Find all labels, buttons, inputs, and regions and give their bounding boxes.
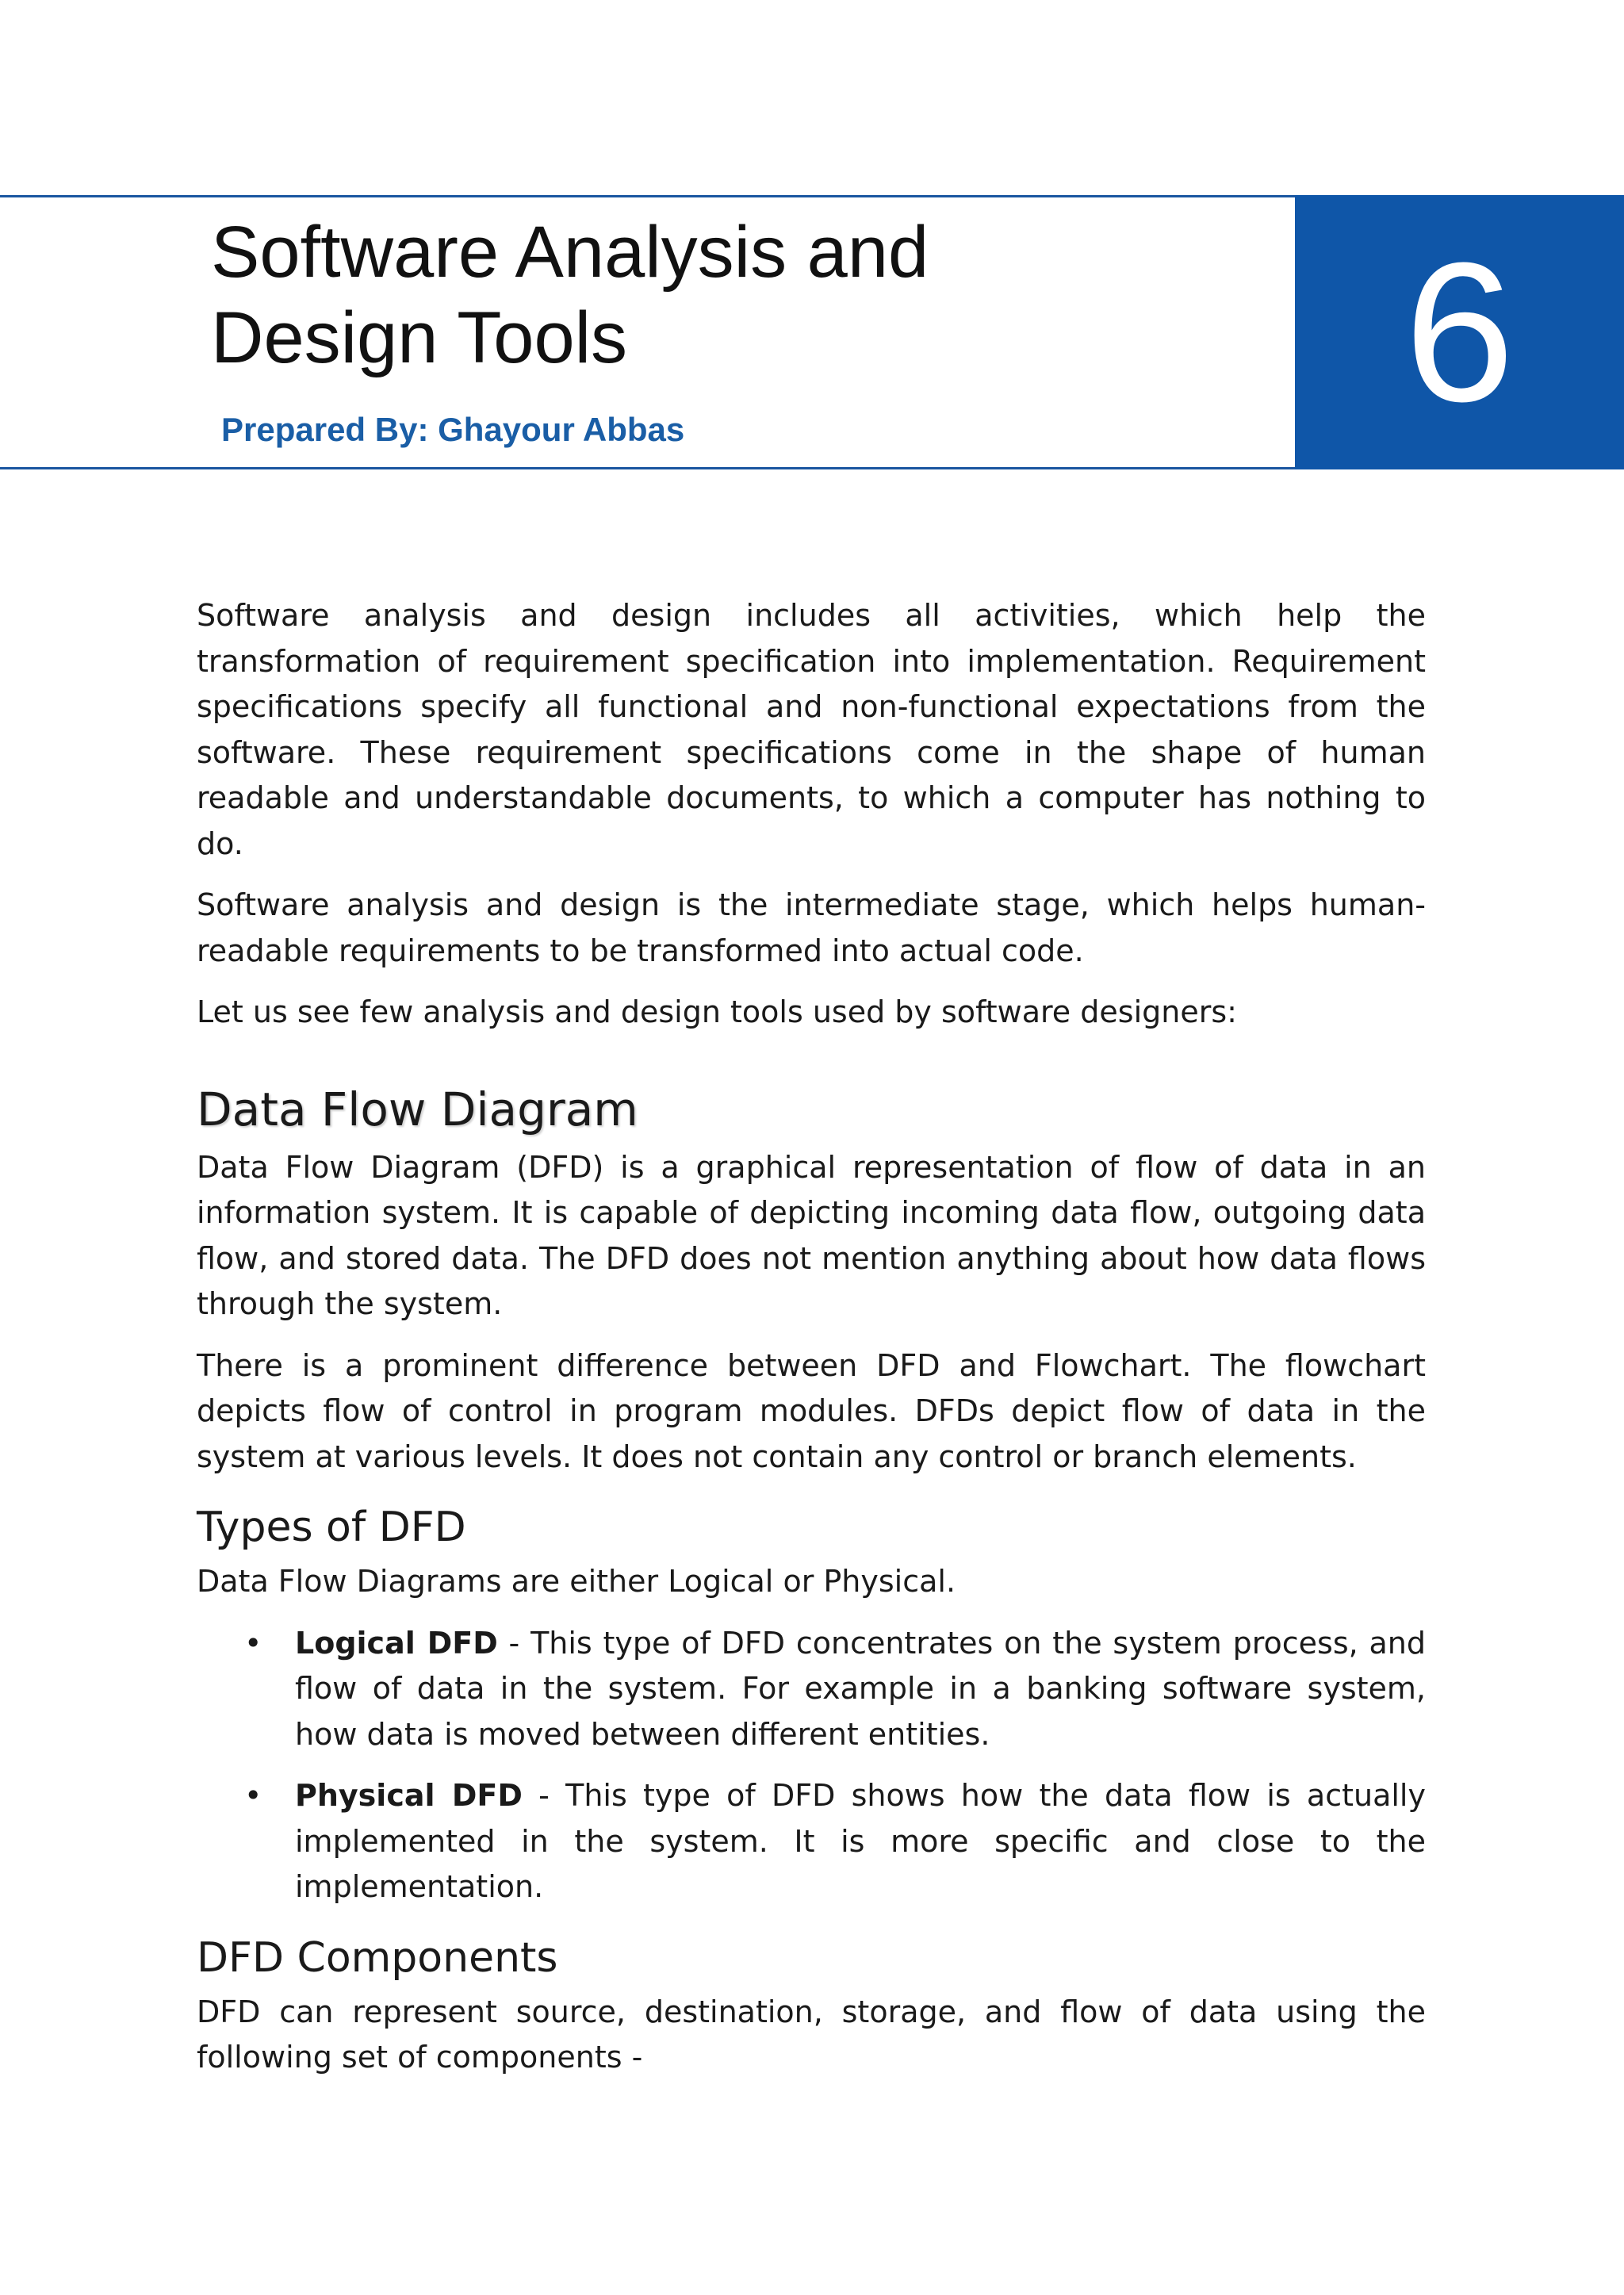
intro-paragraph-1: Software analysis and design includes all activities, which help the transformation of requirement specification into implementation. Requirement specifications specify all functional and non-functional expectations from the software. These requirement specifications come in the shape of human readable and understandable documents, to which a computer has nothing to do. <box>197 598 1426 861</box>
list-item-logical-dfd <box>244 1621 1427 1758</box>
document-body <box>197 593 1426 2097</box>
chapter-title-line-1: Software Analysis and <box>211 212 929 293</box>
description-physical-dfd: - This type of DFD shows how the data flow is actually implemented in the system. It is more specific and close to the implementation. <box>295 1778 1426 1904</box>
components-paragraph: DFD can represent source, destination, storage, and flow of data using the following set of components - <box>197 1994 1426 2075</box>
subsection-heading-components: DFD Components <box>197 1933 558 1982</box>
description-logical-dfd: - This type of DFD concentrates on the system process, and flow of data in the system. For example in a banking software system, how data is moved between different entities. <box>295 1625 1427 1752</box>
dfd-paragraph-1: Data Flow Diagram (DFD) is a graphical representation of flow of data in an information system. It is capable of depicting incoming data flow, outgoing data flow, and stored data. The DFD does not mention anything about how data flows through the system. <box>197 1149 1426 1321</box>
chapter-number-box <box>1295 195 1624 469</box>
subsection-heading-types: Types of DFD <box>197 1504 466 1551</box>
section-heading-dfd: Data Flow Diagram <box>197 1082 638 1136</box>
list-item-physical-dfd <box>244 1773 1426 1910</box>
bullet-icon: • <box>244 1778 262 1813</box>
prepared-by: Prepared By: Ghayour Abbas <box>221 411 685 448</box>
types-list <box>197 1621 1426 1910</box>
bullet-icon: • <box>244 1625 262 1661</box>
dfd-paragraph-2: There is a prominent difference between DFD and Flowchart. The flowchart depicts flow of control in program modules. DFDs depict flow of data in the system at various levels. It does not contain any control or branch elements. <box>197 1347 1426 1474</box>
types-intro: Data Flow Diagrams are either Logical or Physical. <box>197 1564 956 1599</box>
term-physical-dfd: Physical DFD <box>295 1778 523 1813</box>
chapter-title <box>211 209 1242 381</box>
intro-paragraph-3: Let us see few analysis and design tools used by software designers: <box>197 994 1237 1029</box>
chapter-title-line-2: Design Tools <box>211 297 628 378</box>
intro-paragraph-2: Software analysis and design is the intermediate stage, which helps human-readable requirements to be transformed into actual code. <box>197 887 1426 968</box>
term-logical-dfd: Logical DFD <box>295 1625 498 1661</box>
chapter-number: 6 <box>1404 221 1515 443</box>
